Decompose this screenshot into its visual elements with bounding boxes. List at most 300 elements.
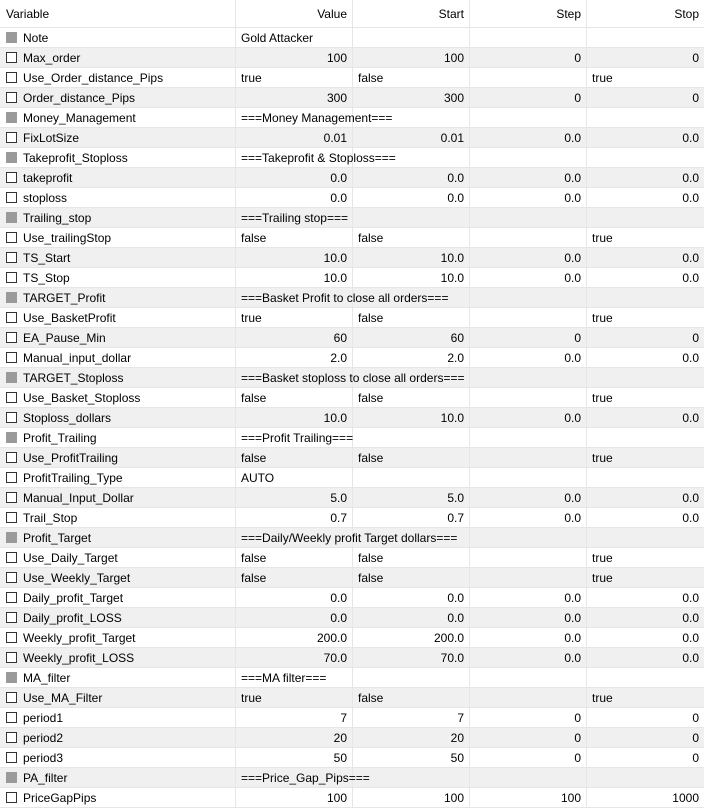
- variable-cell[interactable]: [0, 628, 236, 648]
- variable-cell[interactable]: [0, 548, 236, 568]
- disabled-checkbox-icon: [6, 772, 17, 783]
- step-cell[interactable]: 0.0: [470, 628, 587, 648]
- table-row[interactable]: [0, 408, 704, 428]
- variable-cell[interactable]: [0, 448, 236, 468]
- optimize-checkbox[interactable]: [6, 252, 17, 263]
- value-cell[interactable]: ===Basket Profit to close all orders===: [236, 288, 353, 308]
- value-cell[interactable]: 5.0: [236, 488, 353, 508]
- value-cell[interactable]: 0.01: [236, 128, 353, 148]
- stop-cell[interactable]: 0: [587, 748, 704, 768]
- step-cell: [470, 228, 587, 248]
- value-cell[interactable]: ===Profit Trailing===: [236, 428, 353, 448]
- stop-cell[interactable]: 0.0: [587, 248, 704, 268]
- variable-cell[interactable]: [0, 688, 236, 708]
- variable-cell[interactable]: [0, 368, 236, 388]
- stop-cell: [587, 28, 704, 48]
- stop-cell[interactable]: 0.0: [587, 128, 704, 148]
- step-cell: [470, 468, 587, 488]
- step-cell[interactable]: 0.0: [470, 408, 587, 428]
- table-row[interactable]: [0, 748, 704, 768]
- value-cell[interactable]: true: [236, 308, 353, 328]
- disabled-checkbox-icon: [6, 212, 17, 223]
- value-cell[interactable]: 200.0: [236, 628, 353, 648]
- value-cell[interactable]: false: [236, 568, 353, 588]
- step-cell: [470, 308, 587, 328]
- disabled-checkbox-icon: [6, 532, 17, 543]
- step-cell[interactable]: 0.0: [470, 168, 587, 188]
- step-cell[interactable]: 0.0: [470, 588, 587, 608]
- value-cell[interactable]: 100: [236, 48, 353, 68]
- optimize-checkbox[interactable]: [6, 792, 17, 803]
- table-row[interactable]: [0, 388, 704, 408]
- stop-cell[interactable]: 0.0: [587, 168, 704, 188]
- stop-cell: [587, 468, 704, 488]
- step-cell: [470, 448, 587, 468]
- variable-name: Order_distance_Pips: [23, 90, 136, 105]
- variable-name: Money_Management: [23, 110, 136, 125]
- start-cell: [353, 768, 470, 788]
- start-cell[interactable]: false: [353, 68, 470, 88]
- table-row[interactable]: [0, 608, 704, 628]
- step-cell: [470, 768, 587, 788]
- stop-cell[interactable]: true: [587, 548, 704, 568]
- step-cell[interactable]: 0: [470, 728, 587, 748]
- variable-cell[interactable]: [0, 248, 236, 268]
- optimize-checkbox[interactable]: [6, 752, 17, 763]
- value-cell[interactable]: ===Takeprofit & Stoploss===: [236, 148, 353, 168]
- start-cell[interactable]: false: [353, 308, 470, 328]
- start-cell[interactable]: 10.0: [353, 408, 470, 428]
- variable-cell[interactable]: [0, 68, 236, 88]
- table-row[interactable]: [0, 728, 704, 748]
- stop-cell[interactable]: 0.0: [587, 648, 704, 668]
- variable-cell[interactable]: [0, 728, 236, 748]
- variable-name: Use_MA_Filter: [23, 690, 103, 705]
- stop-cell[interactable]: 0: [587, 48, 704, 68]
- variable-cell[interactable]: [0, 508, 236, 528]
- start-cell[interactable]: false: [353, 388, 470, 408]
- stop-cell[interactable]: 0: [587, 328, 704, 348]
- optimize-checkbox[interactable]: [6, 332, 17, 343]
- variable-name: PriceGapPips: [23, 790, 97, 805]
- value-cell[interactable]: 7: [236, 708, 353, 728]
- table-row[interactable]: [0, 768, 704, 788]
- start-cell: [353, 148, 470, 168]
- value-cell[interactable]: AUTO: [236, 468, 353, 488]
- variable-cell[interactable]: [0, 388, 236, 408]
- variable-cell[interactable]: [0, 768, 236, 788]
- stop-cell[interactable]: 0.0: [587, 188, 704, 208]
- optimize-checkbox[interactable]: [6, 132, 17, 143]
- table-row[interactable]: [0, 628, 704, 648]
- variable-cell[interactable]: [0, 588, 236, 608]
- variable-name: period1: [23, 710, 64, 725]
- variable-name: Use_BasketProfit: [23, 310, 116, 325]
- table-row[interactable]: [0, 268, 704, 288]
- step-cell[interactable]: 0.0: [470, 508, 587, 528]
- start-cell[interactable]: 0.0: [353, 608, 470, 628]
- start-cell: [353, 668, 470, 688]
- variable-name: Profit_Target: [23, 530, 92, 545]
- start-cell[interactable]: 50: [353, 748, 470, 768]
- table-row[interactable]: [0, 208, 704, 228]
- step-cell[interactable]: 0.0: [470, 128, 587, 148]
- variable-name: ProfitTrailing_Type: [23, 470, 123, 485]
- value-cell[interactable]: false: [236, 228, 353, 248]
- step-cell[interactable]: 0.0: [470, 648, 587, 668]
- optimize-checkbox[interactable]: [6, 92, 17, 103]
- stop-cell[interactable]: true: [587, 448, 704, 468]
- variable-cell[interactable]: [0, 488, 236, 508]
- table-row[interactable]: [0, 248, 704, 268]
- step-cell: [470, 688, 587, 708]
- start-cell[interactable]: 60: [353, 328, 470, 348]
- start-cell: [353, 368, 470, 388]
- variable-cell[interactable]: [0, 748, 236, 768]
- table-row[interactable]: [0, 508, 704, 528]
- grid-header: [0, 0, 704, 28]
- variable-cell[interactable]: [0, 148, 236, 168]
- step-cell[interactable]: 100: [470, 788, 587, 808]
- variable-cell[interactable]: [0, 128, 236, 148]
- step-cell[interactable]: 0.0: [470, 268, 587, 288]
- step-cell: [470, 548, 587, 568]
- variable-name: Use_Order_distance_Pips: [23, 70, 164, 85]
- table-row[interactable]: [0, 648, 704, 668]
- start-cell[interactable]: 20: [353, 728, 470, 748]
- table-row[interactable]: [0, 428, 704, 448]
- variable-name: Manual_Input_Dollar: [23, 490, 134, 505]
- step-cell[interactable]: 0.0: [470, 348, 587, 368]
- variable-cell[interactable]: [0, 188, 236, 208]
- stop-cell: [587, 148, 704, 168]
- stop-cell[interactable]: 0: [587, 728, 704, 748]
- stop-cell[interactable]: true: [587, 388, 704, 408]
- table-row[interactable]: [0, 588, 704, 608]
- start-cell[interactable]: false: [353, 448, 470, 468]
- variable-name: Weekly_profit_LOSS: [23, 650, 135, 665]
- variable-cell[interactable]: [0, 788, 236, 808]
- table-row[interactable]: [0, 448, 704, 468]
- stop-cell[interactable]: true: [587, 308, 704, 328]
- start-cell[interactable]: 2.0: [353, 348, 470, 368]
- stop-cell: [587, 528, 704, 548]
- value-cell[interactable]: ===Daily/Weekly profit Target dollars===: [236, 528, 353, 548]
- value-cell[interactable]: false: [236, 448, 353, 468]
- variable-name: Takeprofit_Stoploss: [23, 150, 128, 165]
- step-cell[interactable]: 0.0: [470, 608, 587, 628]
- start-cell[interactable]: 100: [353, 788, 470, 808]
- start-cell[interactable]: 0.0: [353, 588, 470, 608]
- variable-cell[interactable]: [0, 228, 236, 248]
- value-cell[interactable]: true: [236, 688, 353, 708]
- value-cell[interactable]: ===Money Management===: [236, 108, 353, 128]
- variable-name: Profit_Trailing: [23, 430, 97, 445]
- variable-cell[interactable]: [0, 608, 236, 628]
- step-cell: [470, 28, 587, 48]
- step-cell[interactable]: 0.0: [470, 188, 587, 208]
- start-cell[interactable]: false: [353, 548, 470, 568]
- variable-name: Use_trailingStop: [23, 230, 112, 245]
- step-cell: [470, 208, 587, 228]
- table-row[interactable]: [0, 548, 704, 568]
- optimize-checkbox[interactable]: [6, 52, 17, 63]
- optimize-checkbox[interactable]: [6, 632, 17, 643]
- step-cell: [470, 568, 587, 588]
- value-cell[interactable]: false: [236, 388, 353, 408]
- header-stop[interactable]: Stop: [587, 0, 704, 28]
- stop-cell[interactable]: true: [587, 568, 704, 588]
- step-cell: [470, 368, 587, 388]
- table-row[interactable]: [0, 68, 704, 88]
- stop-cell[interactable]: 0: [587, 708, 704, 728]
- start-cell[interactable]: 10.0: [353, 268, 470, 288]
- stop-cell: [587, 368, 704, 388]
- optimize-checkbox[interactable]: [6, 72, 17, 83]
- optimize-checkbox[interactable]: [6, 272, 17, 283]
- stop-cell[interactable]: 0.0: [587, 588, 704, 608]
- variable-cell[interactable]: [0, 668, 236, 688]
- step-cell[interactable]: 0.0: [470, 248, 587, 268]
- variable-cell[interactable]: [0, 208, 236, 228]
- value-cell[interactable]: 0.0: [236, 188, 353, 208]
- value-cell[interactable]: ===MA filter===: [236, 668, 353, 688]
- value-cell[interactable]: 20: [236, 728, 353, 748]
- variable-cell[interactable]: [0, 468, 236, 488]
- value-cell[interactable]: 0.0: [236, 588, 353, 608]
- value-cell[interactable]: 50: [236, 748, 353, 768]
- header-step[interactable]: Step: [470, 0, 587, 28]
- variable-cell[interactable]: [0, 708, 236, 728]
- start-cell[interactable]: 10.0: [353, 248, 470, 268]
- header-variable[interactable]: Variable: [0, 0, 236, 28]
- stop-cell[interactable]: 0.0: [587, 608, 704, 628]
- start-cell[interactable]: 7: [353, 708, 470, 728]
- stop-cell[interactable]: 0: [587, 88, 704, 108]
- optimize-checkbox[interactable]: [6, 452, 17, 463]
- disabled-checkbox-icon: [6, 372, 17, 383]
- stop-cell: [587, 288, 704, 308]
- stop-cell[interactable]: true: [587, 68, 704, 88]
- stop-cell[interactable]: 1000: [587, 788, 704, 808]
- variable-cell[interactable]: [0, 528, 236, 548]
- start-cell[interactable]: 5.0: [353, 488, 470, 508]
- table-row[interactable]: [0, 348, 704, 368]
- stop-cell[interactable]: 0.0: [587, 268, 704, 288]
- table-row[interactable]: [0, 368, 704, 388]
- disabled-checkbox-icon: [6, 32, 17, 43]
- stop-cell[interactable]: 0.0: [587, 508, 704, 528]
- optimize-checkbox[interactable]: [6, 472, 17, 483]
- variable-name: TARGET_Profit: [23, 290, 106, 305]
- optimize-checkbox[interactable]: [6, 492, 17, 503]
- start-cell: [353, 28, 470, 48]
- header-value[interactable]: Value: [236, 0, 353, 28]
- table-row[interactable]: [0, 328, 704, 348]
- variable-cell[interactable]: [0, 308, 236, 328]
- table-row[interactable]: [0, 28, 704, 48]
- value-cell[interactable]: ===Basket stoploss to close all orders===: [236, 368, 353, 388]
- optimize-checkbox[interactable]: [6, 412, 17, 423]
- start-cell[interactable]: 300: [353, 88, 470, 108]
- variable-name: TS_Start: [23, 250, 71, 265]
- start-cell[interactable]: 100: [353, 48, 470, 68]
- start-cell[interactable]: 200.0: [353, 628, 470, 648]
- value-cell[interactable]: ===Price_Gap_Pips===: [236, 768, 353, 788]
- start-cell: [353, 428, 470, 448]
- step-cell: [470, 428, 587, 448]
- start-cell: [353, 208, 470, 228]
- start-cell[interactable]: 70.0: [353, 648, 470, 668]
- value-cell[interactable]: ===Trailing stop===: [236, 208, 353, 228]
- value-cell[interactable]: 100: [236, 788, 353, 808]
- value-cell[interactable]: 70.0: [236, 648, 353, 668]
- step-cell[interactable]: 0: [470, 48, 587, 68]
- variable-name: Daily_profit_LOSS: [23, 610, 122, 625]
- stop-cell: [587, 668, 704, 688]
- step-cell[interactable]: 0: [470, 748, 587, 768]
- value-cell[interactable]: true: [236, 68, 353, 88]
- optimize-checkbox[interactable]: [6, 352, 17, 363]
- table-row[interactable]: [0, 288, 704, 308]
- stop-cell[interactable]: 0.0: [587, 408, 704, 428]
- step-cell[interactable]: 0: [470, 708, 587, 728]
- value-cell[interactable]: 10.0: [236, 268, 353, 288]
- value-cell[interactable]: 2.0: [236, 348, 353, 368]
- table-row[interactable]: [0, 708, 704, 728]
- start-cell[interactable]: false: [353, 568, 470, 588]
- variable-cell[interactable]: [0, 88, 236, 108]
- optimize-checkbox[interactable]: [6, 392, 17, 403]
- variable-name: Use_Weekly_Target: [23, 570, 131, 585]
- variable-cell[interactable]: [0, 648, 236, 668]
- value-cell[interactable]: 60: [236, 328, 353, 348]
- step-cell: [470, 668, 587, 688]
- grid-rows: [0, 28, 704, 808]
- stop-cell[interactable]: true: [587, 688, 704, 708]
- optimize-checkbox[interactable]: [6, 732, 17, 743]
- table-row[interactable]: [0, 128, 704, 148]
- table-row[interactable]: [0, 488, 704, 508]
- table-row[interactable]: [0, 668, 704, 688]
- variable-name: Use_ProfitTrailing: [23, 450, 118, 465]
- optimize-checkbox[interactable]: [6, 592, 17, 603]
- variable-name: TS_Stop: [23, 270, 70, 285]
- start-cell[interactable]: 0.0: [353, 188, 470, 208]
- stop-cell[interactable]: true: [587, 228, 704, 248]
- optimize-checkbox[interactable]: [6, 612, 17, 623]
- table-row[interactable]: [0, 188, 704, 208]
- optimize-checkbox[interactable]: [6, 652, 17, 663]
- variable-name: MA_filter: [23, 670, 71, 685]
- table-row[interactable]: [0, 468, 704, 488]
- disabled-checkbox-icon: [6, 292, 17, 303]
- value-cell[interactable]: 0.0: [236, 168, 353, 188]
- optimize-checkbox[interactable]: [6, 552, 17, 563]
- table-row[interactable]: [0, 308, 704, 328]
- value-cell[interactable]: 300: [236, 88, 353, 108]
- variable-name: EA_Pause_Min: [23, 330, 106, 345]
- value-cell[interactable]: 10.0: [236, 408, 353, 428]
- variable-name: Trailing_stop: [23, 210, 92, 225]
- value-cell[interactable]: Gold Attacker: [236, 28, 353, 48]
- step-cell[interactable]: 0: [470, 328, 587, 348]
- variable-name: Trail_Stop: [23, 510, 78, 525]
- table-row[interactable]: [0, 88, 704, 108]
- variable-cell[interactable]: [0, 268, 236, 288]
- table-row[interactable]: [0, 168, 704, 188]
- start-cell[interactable]: false: [353, 228, 470, 248]
- start-cell: [353, 108, 470, 128]
- table-row[interactable]: [0, 148, 704, 168]
- optimize-checkbox[interactable]: [6, 192, 17, 203]
- step-cell: [470, 288, 587, 308]
- variable-cell[interactable]: [0, 408, 236, 428]
- optimize-checkbox[interactable]: [6, 172, 17, 183]
- optimize-checkbox[interactable]: [6, 312, 17, 323]
- step-cell: [470, 148, 587, 168]
- start-cell: [353, 528, 470, 548]
- optimize-checkbox[interactable]: [6, 692, 17, 703]
- variable-name: Weekly_profit_Target: [23, 630, 136, 645]
- start-cell[interactable]: 0.7: [353, 508, 470, 528]
- optimize-checkbox[interactable]: [6, 232, 17, 243]
- variable-name: Daily_profit_Target: [23, 590, 124, 605]
- value-cell[interactable]: 10.0: [236, 248, 353, 268]
- optimize-checkbox[interactable]: [6, 512, 17, 523]
- variable-cell[interactable]: [0, 28, 236, 48]
- table-row[interactable]: [0, 788, 704, 808]
- value-cell[interactable]: false: [236, 548, 353, 568]
- disabled-checkbox-icon: [6, 112, 17, 123]
- variable-name: TARGET_Stoploss: [23, 370, 124, 385]
- variable-cell[interactable]: [0, 428, 236, 448]
- variable-cell[interactable]: [0, 108, 236, 128]
- table-row[interactable]: [0, 528, 704, 548]
- table-row[interactable]: [0, 568, 704, 588]
- stop-cell[interactable]: 0.0: [587, 628, 704, 648]
- variable-name: FixLotSize: [23, 130, 80, 145]
- value-cell[interactable]: 0.0: [236, 608, 353, 628]
- start-cell[interactable]: 0.01: [353, 128, 470, 148]
- variable-name: period3: [23, 750, 64, 765]
- disabled-checkbox-icon: [6, 152, 17, 163]
- header-start[interactable]: Start: [353, 0, 470, 28]
- optimize-checkbox[interactable]: [6, 712, 17, 723]
- table-row[interactable]: [0, 228, 704, 248]
- variable-cell[interactable]: [0, 168, 236, 188]
- step-cell[interactable]: 0: [470, 88, 587, 108]
- variable-cell[interactable]: [0, 288, 236, 308]
- step-cell[interactable]: 0.0: [470, 488, 587, 508]
- table-row[interactable]: [0, 48, 704, 68]
- variable-cell[interactable]: [0, 568, 236, 588]
- value-cell[interactable]: 0.7: [236, 508, 353, 528]
- variable-cell[interactable]: [0, 328, 236, 348]
- start-cell[interactable]: 0.0: [353, 168, 470, 188]
- variable-name: Stoploss_dollars: [23, 410, 112, 425]
- optimize-checkbox[interactable]: [6, 572, 17, 583]
- table-row[interactable]: [0, 688, 704, 708]
- table-row[interactable]: [0, 108, 704, 128]
- variable-cell[interactable]: [0, 348, 236, 368]
- stop-cell[interactable]: 0.0: [587, 348, 704, 368]
- start-cell: [353, 288, 470, 308]
- step-cell: [470, 388, 587, 408]
- variable-cell[interactable]: [0, 48, 236, 68]
- stop-cell[interactable]: 0.0: [587, 488, 704, 508]
- start-cell[interactable]: false: [353, 688, 470, 708]
